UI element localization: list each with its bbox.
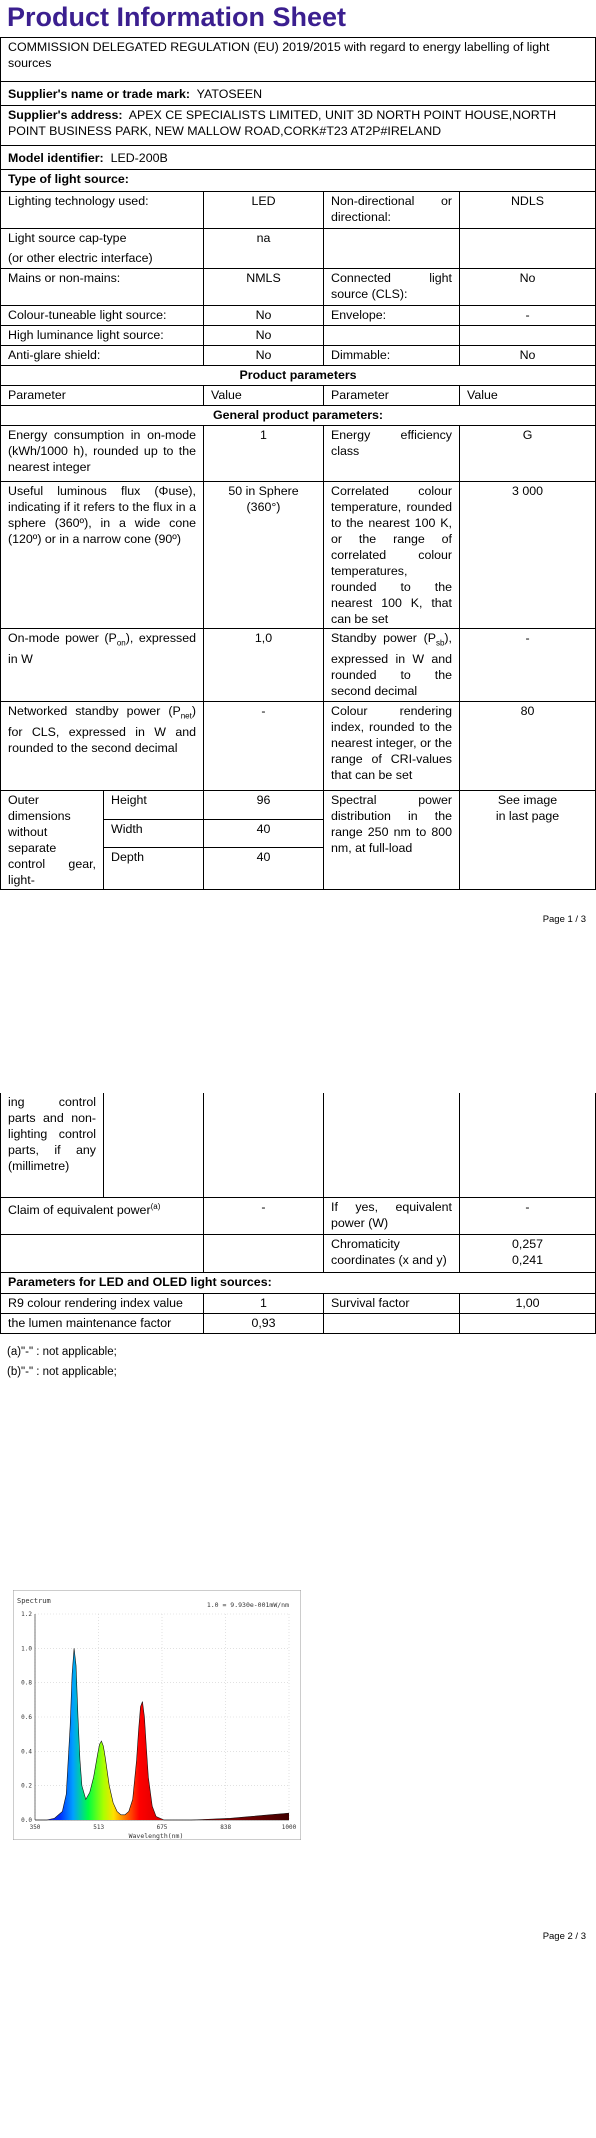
y-tick-label: 0.8 (21, 1679, 32, 1687)
page-1 (0, 0, 596, 925)
model-label: Model identifier: (8, 150, 104, 165)
high-value: No (204, 326, 324, 346)
supplier-name-label: Supplier's name or trade mark: (8, 86, 190, 101)
energy-value: 1 (204, 426, 324, 482)
flux-value-line-1: 50 in Sphere (228, 484, 299, 498)
cap-label (1, 229, 204, 269)
y-tick-label: 0.6 (21, 1714, 32, 1721)
colour-value: No (204, 306, 324, 326)
chart-xlabel: Wavelength(nm) (128, 1832, 184, 1840)
cls-value: No (460, 269, 596, 306)
width-label: Width (104, 819, 204, 848)
cap-empty-1 (324, 229, 460, 269)
chroma-empty-1 (1, 1234, 204, 1272)
r9-label: R9 colour rendering index value (1, 1293, 204, 1313)
tech-label: Lighting technology used: (1, 192, 204, 229)
survival-label: Survival factor (324, 1293, 460, 1313)
cri-label: Colour rendering index, rounded to the nearest integer, or the range of CRI-values that can be set (324, 702, 460, 791)
dimm-value: No (460, 346, 596, 366)
height-label: Height (104, 791, 204, 820)
colour-label: Colour-tuneable light source: (1, 306, 204, 326)
class-value: G (460, 426, 596, 482)
supplier-address-label: Supplier's address: (8, 108, 123, 122)
cap-value: na (204, 229, 324, 269)
net-label-post: ) for CLS, expressed in W and rounded to the second decimal (8, 704, 196, 756)
chroma-value (460, 1234, 596, 1272)
chroma-x: 0,257 (511, 1236, 543, 1251)
y-tick-label: 1.2 (21, 1611, 32, 1618)
outer-dim-label: Outer dimensions without separate control gear, light- (1, 791, 104, 890)
cap-label-line-2: (or other electric interface) (8, 251, 153, 265)
page-2 (0, 925, 596, 2138)
x-tick-label: 513 (93, 1824, 105, 1831)
info-table (0, 37, 596, 890)
lumen-empty-2 (460, 1313, 596, 1333)
value-header-2: Value (460, 386, 596, 406)
supplier-address-value: APEX CE SPECIALISTS LIMITED, UNIT 3D NORTH POINT HOUSE,NORTH POINT BUSINESS PARK, NEW MALLOW ROAD,CORK#T23 AT2P#IRELAND (8, 108, 557, 138)
x-tick-label: 675 (156, 1824, 168, 1831)
lumen-label: the lumen maintenance factor (1, 1313, 204, 1333)
onmode-label-post: ), expressed in W (8, 631, 196, 667)
flux-value-line-2: (360°) (246, 500, 281, 514)
net-label-sub: net (180, 711, 192, 721)
spectrum-chart (13, 1590, 301, 1840)
dir-value: NDLS (460, 192, 596, 229)
depth-value: 40 (204, 848, 324, 890)
standby-label-post: ), expressed in W and rounded to the second decimal (331, 631, 452, 699)
chart-frame (13, 1590, 301, 1840)
supplier-name-value: YATOSEEN (196, 86, 263, 101)
standby-label (324, 629, 460, 702)
dim-empty-2 (204, 1093, 324, 1197)
chart-title: Spectrum (17, 1597, 51, 1605)
type-header: Type of light source: (1, 170, 596, 192)
x-tick-label: 350 (29, 1824, 41, 1831)
regulation-text: COMMISSION DELEGATED REGULATION (EU) 2019/2015 with regard to energy labelling of light sources (1, 38, 596, 82)
mains-label: Mains or non-mains: (1, 269, 204, 306)
cct-value: 3 000 (460, 482, 596, 629)
cap-empty-2 (460, 229, 596, 269)
value-header-1: Value (204, 386, 324, 406)
page-title: Product Information Sheet (7, 2, 347, 32)
x-tick-label: 838 (220, 1824, 232, 1831)
dim-empty-3 (324, 1093, 460, 1197)
general-header: General product parameters: (1, 406, 596, 426)
standby-label-sub: sb (435, 638, 445, 648)
dim-empty-4 (460, 1093, 596, 1197)
footnote-b: (b)"-" : not applicable; (7, 1366, 117, 1378)
footnote-a: (a)"-" : not applicable; (7, 1346, 117, 1358)
depth-label: Depth (104, 848, 204, 890)
page-number-2: Page 2 / 3 (542, 1931, 586, 1942)
claim-value: - (204, 1197, 324, 1234)
high-label: High luminance light source: (1, 326, 204, 346)
param-header-1: Parameter (1, 386, 204, 406)
spd-label: Spectral power distribution in the range 250 nm to 800 nm, at full-load (324, 791, 460, 890)
cri-value: 80 (460, 702, 596, 791)
onmode-value: 1,0 (204, 629, 324, 702)
net-label (1, 702, 204, 791)
net-label-pre: Networked standby power (P (8, 704, 181, 718)
cap-label-line-1: Light source cap-type (8, 231, 127, 245)
onmode-label-pre: On-mode power (P (8, 631, 117, 645)
r9-value: 1 (204, 1293, 324, 1313)
mains-value: NMLS (204, 269, 324, 306)
param-header-2: Parameter (324, 386, 460, 406)
y-tick-label: 0.0 (21, 1817, 32, 1824)
x-tick-label: 1000 (281, 1824, 297, 1831)
dim-empty-1 (104, 1093, 204, 1197)
width-value: 40 (204, 819, 324, 848)
height-value: 96 (204, 791, 324, 820)
glare-label: Anti-glare shield: (1, 346, 204, 366)
survival-value: 1,00 (460, 1293, 596, 1313)
class-label: Energy efficiency class (324, 426, 460, 482)
flux-label: Useful luminous flux (Φuse), indicating if it refers to the flux in a sphere (360º), in a wide cone (120º) or in a narrow cone (90º) (1, 482, 204, 629)
chart-scale-note: 1.0 = 9.930e-001mW/nm (206, 1601, 289, 1609)
led-header: Parameters for LED and OLED light sources: (1, 1272, 596, 1293)
onmode-label (1, 629, 204, 702)
y-tick-label: 0.2 (21, 1782, 32, 1790)
high-empty-1 (324, 326, 460, 346)
dimm-label: Dimmable: (324, 346, 460, 366)
standby-label-pre: Standby power (P (331, 631, 436, 645)
glare-value: No (204, 346, 324, 366)
standby-value: - (460, 629, 596, 702)
equiv-label: If yes, equivalent power (W) (324, 1197, 460, 1234)
flux-value (204, 482, 324, 629)
supplier-address-row (1, 106, 596, 146)
claim-label-sup: (a) (150, 1201, 161, 1211)
dir-label: Non-directional or directional: (324, 192, 460, 229)
product-params-header: Product parameters (1, 366, 596, 386)
claim-label-text: Claim of equivalent power (8, 1202, 151, 1217)
model-row (1, 146, 596, 170)
net-value: - (204, 702, 324, 791)
envelope-value: - (460, 306, 596, 326)
energy-label: Energy consumption in on-mode (kWh/1000 h), rounded up to the nearest integer (1, 426, 204, 482)
info-table-continued (0, 1093, 596, 1334)
onmode-label-sub: on (116, 638, 126, 648)
model-value: LED-200B (110, 150, 168, 165)
envelope-label: Envelope: (324, 306, 460, 326)
spd-value-line-1: See image (497, 793, 558, 807)
chroma-label: Chromaticity coordinates (x and y) (324, 1234, 460, 1272)
y-tick-label: 1.0 (21, 1645, 32, 1653)
cct-label: Correlated colour temperature, rounded to the nearest 100 K, or the range of correlated colour temperatures, rounded to the nearest 100 K, that can be set (324, 482, 460, 629)
outer-dim-label-continued: ing control parts and non-lighting control parts, if any (millimetre) (1, 1093, 104, 1197)
chroma-y: 0,241 (511, 1252, 543, 1267)
equiv-value: - (460, 1197, 596, 1234)
tech-value: LED (204, 192, 324, 229)
supplier-name-row (1, 82, 596, 106)
lumen-value: 0,93 (204, 1313, 324, 1333)
y-tick-label: 0.4 (21, 1748, 32, 1756)
spd-value-line-2: in last page (495, 809, 560, 823)
page-number-1: Page 1 / 3 (542, 914, 586, 925)
lumen-empty-1 (324, 1313, 460, 1333)
high-empty-2 (460, 326, 596, 346)
chroma-empty-2 (204, 1234, 324, 1272)
spd-value (460, 791, 596, 890)
claim-label (1, 1197, 204, 1234)
cls-label: Connected light source (CLS): (324, 269, 460, 306)
